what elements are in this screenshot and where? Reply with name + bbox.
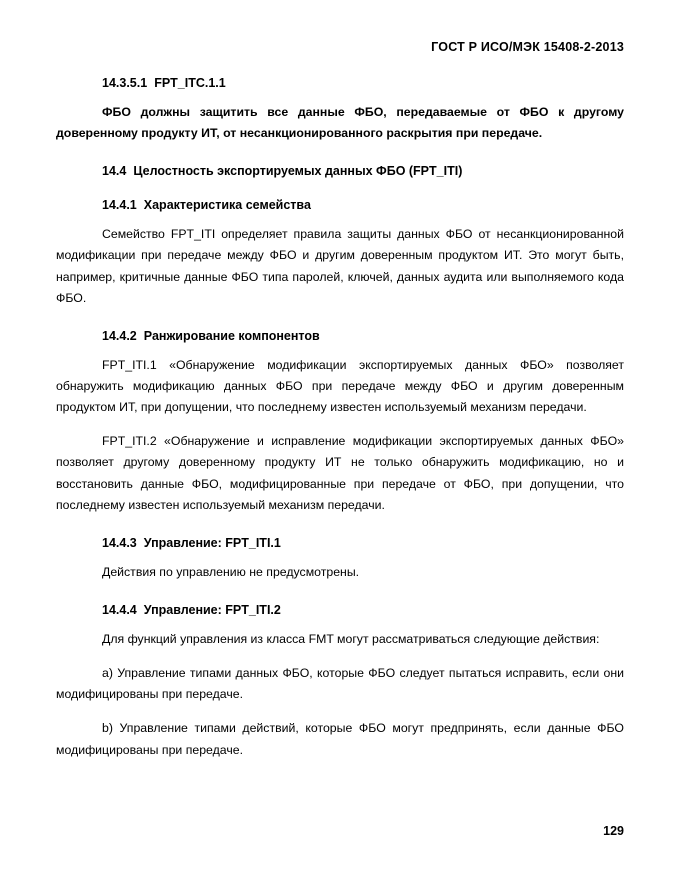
paragraph: Для функций управления из класса FMT могут рассматриваться следующие действия: bbox=[102, 631, 600, 646]
section-heading-number: 14.3.5.1 bbox=[102, 76, 148, 90]
section-heading-number: 14.4.1 bbox=[102, 198, 137, 213]
section-heading-number: 14.4.4 bbox=[102, 602, 137, 617]
section-heading-14-4-1 bbox=[56, 198, 624, 212]
section-heading-number: 14.4.2 bbox=[102, 328, 137, 343]
paragraph: FPT_ITI.2 «Обнаружение и исправление модификации экспортируемых данных ФБО» позволяет другому доверенному продукту ИТ не только обнаружить модификацию, но и восстановить данные ФБО, модифицированные при передаче от ФБО, при допущении, что последнему известен используемый механизм передачи. bbox=[56, 434, 624, 512]
section-heading-number: 14.4.3 bbox=[102, 535, 137, 550]
section-heading-title: Целостность экспортируемых данных ФБО (FPT_ITI) bbox=[133, 164, 463, 179]
section-heading-14-4 bbox=[56, 164, 624, 178]
section-heading-number: 14.4 bbox=[102, 164, 127, 179]
section-heading-title: Ранжирование компонентов bbox=[143, 328, 320, 343]
page-header: ГОСТ Р ИСО/МЭК 15408-2-2013 bbox=[431, 40, 624, 54]
paragraph: ФБО должны защитить все данные ФБО, передаваемые от ФБО к другому доверенному продукту ИТ, от несанкционированного раскрытия при передаче. bbox=[56, 105, 624, 141]
paragraph: Семейство FPT_ITI определяет правила защиты данных ФБО от несанкционированной модификации при передаче между ФБО и другим доверенным продуктом ИТ. Это могут быть, например, критичные данные ФБО типа паролей, ключей, данных аудита или выполняемого кода ФБО. bbox=[56, 227, 624, 305]
section-heading-14-3-5-1 bbox=[56, 76, 624, 90]
paragraph: Действия по управлению не предусмотрены. bbox=[102, 564, 360, 579]
section-heading-title: Управление: FPT_ITI.1 bbox=[143, 535, 281, 550]
paragraph: b) Управление типами действий, которые ФБО могут предпринять, если данные ФБО модифицированы при передаче. bbox=[56, 721, 624, 757]
section-heading-14-4-3 bbox=[56, 536, 624, 550]
page-number: 129 bbox=[603, 824, 624, 838]
section-heading-title: Управление: FPT_ITI.2 bbox=[143, 602, 281, 617]
section-heading-14-4-2 bbox=[56, 329, 624, 343]
section-heading-title: Характеристика семейства bbox=[143, 198, 311, 213]
paragraph: FPT_ITI.1 «Обнаружение модификации экспортируемых данных ФБО» позволяет обнаружить модификацию данных ФБО при передаче между ФБО и другим доверенным продуктом ИТ, при допущении, что последнему известен используемый механизм передачи. bbox=[56, 357, 624, 415]
section-heading-14-4-4 bbox=[56, 603, 624, 617]
paragraph: a) Управление типами данных ФБО, которые ФБО следует пытаться исправить, если они модифицированы при передаче. bbox=[56, 666, 624, 702]
section-heading-title: FPT_ITC.1.1 bbox=[154, 76, 226, 90]
